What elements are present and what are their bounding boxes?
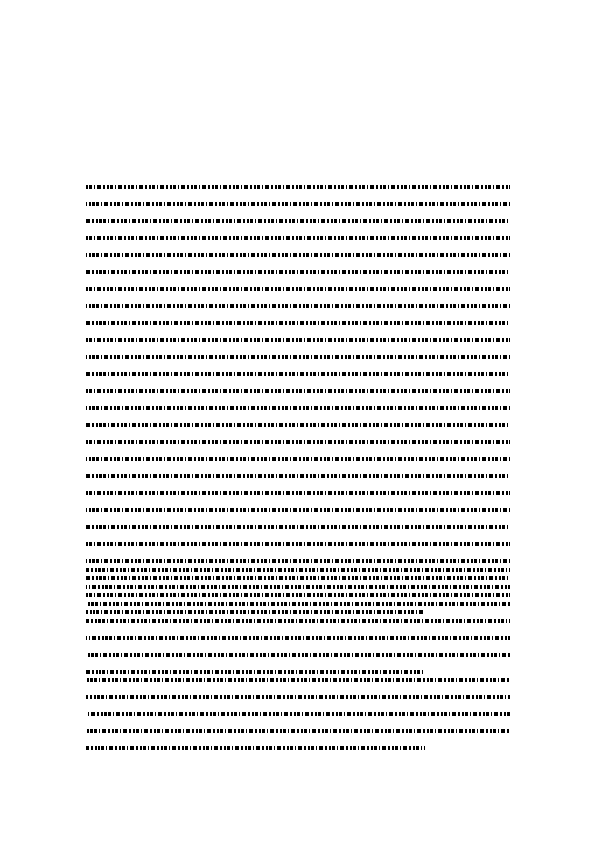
text-line [86,372,510,376]
text-line [86,389,510,393]
text-line [86,619,510,623]
text-line [86,636,510,640]
text-line [86,202,510,206]
text-line [86,678,510,682]
text-line [86,270,510,274]
text-line [86,653,510,657]
text-line [86,695,510,699]
text-line [86,474,510,478]
text-line [86,440,510,444]
text-line [86,525,510,529]
text-line [86,542,510,546]
text-line [86,568,510,572]
text-line [86,236,510,240]
text-line [86,491,510,495]
text-line [86,559,510,563]
text-line [86,746,425,750]
text-line [86,712,510,716]
text-line [86,670,425,674]
text-line [86,610,425,614]
text-line [86,602,510,606]
text-line [86,593,510,597]
text-line [86,508,510,512]
text-line [86,585,510,589]
text-line [86,219,510,223]
text-line [86,576,510,580]
text-line [86,287,510,291]
text-line [86,338,510,342]
text-line [86,321,510,325]
text-line [86,185,510,189]
text-line [86,457,510,461]
text-line [86,355,510,359]
text-line [86,423,510,427]
text-line [86,729,510,733]
text-line [86,406,510,410]
text-line [86,304,510,308]
text-line [86,253,510,257]
